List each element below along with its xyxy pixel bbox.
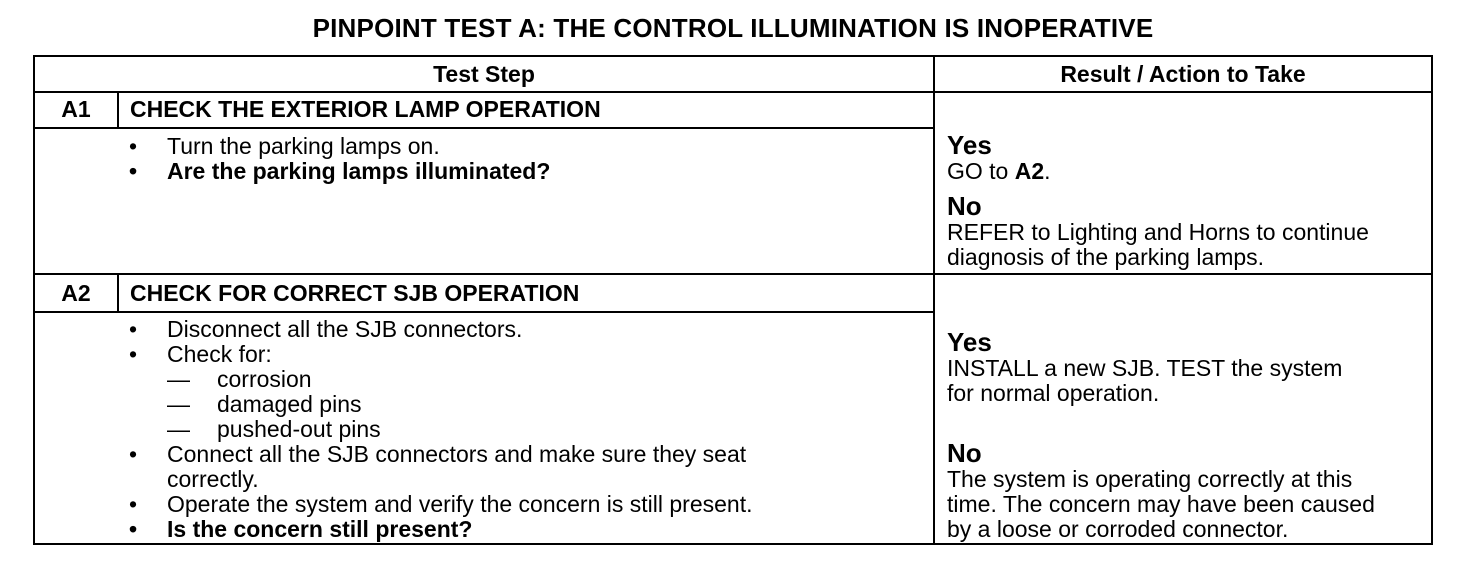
header-divider	[35, 91, 1431, 93]
list-item-question	[125, 517, 753, 542]
step-id-divider-a1	[117, 91, 119, 127]
bullet-icon: •	[129, 158, 138, 184]
header-result-action: Result / Action to Take	[1060, 61, 1306, 87]
no-label: No	[947, 191, 982, 221]
step-title-divider-a1	[35, 127, 933, 129]
step-title: CHECK FOR CORRECT SJB OPERATION	[130, 280, 580, 306]
instruction-text: corrosion	[217, 366, 312, 392]
instruction-text: damaged pins	[217, 391, 362, 417]
row-divider	[35, 273, 1431, 275]
list-item	[125, 492, 753, 517]
yes-action-line-1: INSTALL a new SJB. TEST the system	[947, 355, 1343, 381]
question-text: Is the concern still present?	[167, 516, 473, 542]
step-title-divider-a2	[35, 311, 933, 313]
list-item	[125, 134, 550, 159]
list-item	[125, 442, 753, 467]
column-divider	[933, 57, 935, 543]
step-id: A1	[61, 96, 91, 122]
no-action-line-2: diagnosis of the parking lamps.	[947, 244, 1265, 270]
sub-list-item	[125, 392, 753, 417]
pinpoint-test-table	[33, 55, 1433, 545]
question-text: Are the parking lamps illuminated?	[167, 158, 551, 184]
yes-action	[947, 159, 1427, 184]
no-action-line-1: The system is operating correctly at this	[947, 466, 1353, 492]
sub-list-item	[125, 417, 753, 442]
list-item-question	[125, 159, 550, 184]
instruction-text: Connect all the SJB connectors and make sure they seat	[167, 441, 747, 467]
instruction-text: Disconnect all the SJB connectors.	[167, 316, 523, 342]
list-item	[125, 342, 753, 367]
action-text: GO to	[947, 158, 1015, 184]
bullet-icon: •	[129, 133, 138, 159]
page-title: PINPOINT TEST A: THE CONTROL ILLUMINATION IS INOPERATIVE	[312, 13, 1154, 43]
step-id: A2	[61, 280, 91, 306]
header-test-step: Test Step	[433, 61, 535, 87]
result-a2-yes	[947, 328, 1427, 406]
instruction-text: correctly.	[167, 466, 259, 492]
result-a1-yes	[947, 131, 1427, 184]
yes-action-line-2: for normal operation.	[947, 380, 1160, 406]
dash-icon: —	[167, 366, 190, 392]
no-action-line-2: time. The concern may have been caused	[947, 491, 1375, 517]
list-item-continuation	[125, 467, 753, 492]
step-instructions	[125, 317, 753, 542]
bullet-icon: •	[129, 341, 138, 367]
instruction-text: Turn the parking lamps on.	[167, 133, 440, 159]
step-reference: A2	[1014, 158, 1045, 184]
no-action-line-3: by a loose or corroded connector.	[947, 516, 1289, 542]
step-instructions	[125, 134, 550, 184]
action-text: .	[1044, 158, 1051, 184]
sub-list-item	[125, 367, 753, 392]
yes-label: Yes	[947, 130, 992, 160]
step-id-divider-a2	[117, 273, 119, 311]
result-a1-no	[947, 192, 1427, 270]
bullet-icon: •	[129, 491, 138, 517]
bullet-icon: •	[129, 516, 138, 542]
instruction-text: pushed-out pins	[217, 416, 381, 442]
dash-icon: —	[167, 391, 190, 417]
no-action-line-1: REFER to Lighting and Horns to continue	[947, 219, 1369, 245]
step-title: CHECK THE EXTERIOR LAMP OPERATION	[130, 96, 601, 122]
yes-label: Yes	[947, 327, 992, 357]
instruction-text: Operate the system and verify the concern is still present.	[167, 491, 753, 517]
bullet-icon: •	[129, 316, 138, 342]
dash-icon: —	[167, 416, 190, 442]
instruction-text: Check for:	[167, 341, 272, 367]
list-item	[125, 317, 753, 342]
no-label: No	[947, 438, 982, 468]
bullet-icon: •	[129, 441, 138, 467]
result-a2-no	[947, 439, 1427, 542]
